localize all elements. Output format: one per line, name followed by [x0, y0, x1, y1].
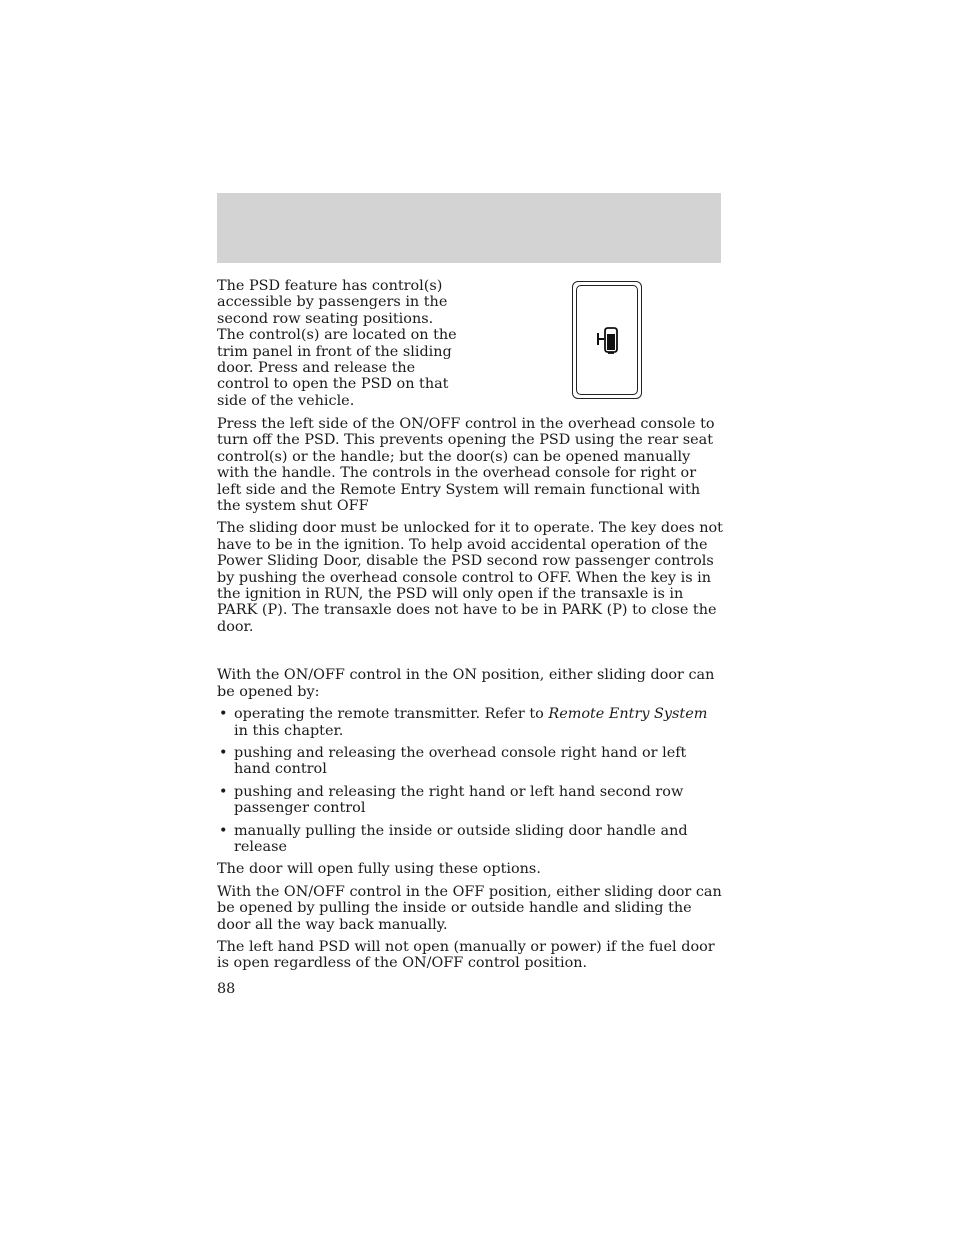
cross-reference: Remote Entry System	[548, 706, 708, 723]
on-position-intro: With the ON/OFF control in the ON position, either sliding door can be opened by:	[217, 667, 715, 700]
intro-block	[217, 278, 723, 410]
paragraph: The door will open fully using these options.	[217, 861, 541, 878]
paragraph: With the ON/OFF control in the OFF position, either sliding door can be opened by pulling the inside or outside handle and sliding the door all the way back manually.	[217, 883, 722, 933]
list-item: • operating the remote transmitter. Refer to Remote Entry System in this chapter.	[217, 706, 723, 739]
intro-paragraph: The PSD feature has control(s) accessible by passengers in the second row seating positions. The control(s) are located on the trim panel in front of the sliding door. Press and release the control to open the PSD on that side of the vehicle.	[217, 278, 457, 409]
list-item: • manually pulling the inside or outside sliding door handle and release	[217, 823, 723, 856]
list-item: • pushing and releasing the right hand or left hand second row passenger control	[217, 784, 723, 817]
paragraph: Press the left side of the ON/OFF control in the overhead console to turn off the PSD. This prevents opening the PSD using the rear seat control(s) or the handle; but the door(s) can be opened manually with the handle. The controls in the overhead console for right or left side and the Remote Entry System will remain functional with the system shut OFF	[217, 416, 715, 515]
sliding-door-switch-icon	[595, 325, 619, 355]
psd-switch-illustration	[572, 281, 642, 399]
open-options-list	[217, 706, 723, 855]
list-item: • pushing and releasing the overhead console right hand or left hand control	[217, 745, 723, 778]
paragraph: The left hand PSD will not open (manually or power) if the fuel door is open regardless of the ON/OFF control position.	[217, 938, 715, 972]
paragraph: The sliding door must be unlocked for it to operate. The key does not have to be in the ignition. To help avoid accidental operation of the Power Sliding Door, disable the PSD second row passenger controls by pushing the overhead console control to OFF. When the key is in the ignition in RUN, the PSD will only open if the transaxle is in PARK (P). The transaxle does not have to be in PARK (P) to close the door.	[217, 520, 723, 635]
page-number: 88	[217, 981, 236, 997]
section-header-band	[217, 193, 721, 263]
page-content	[217, 278, 723, 972]
